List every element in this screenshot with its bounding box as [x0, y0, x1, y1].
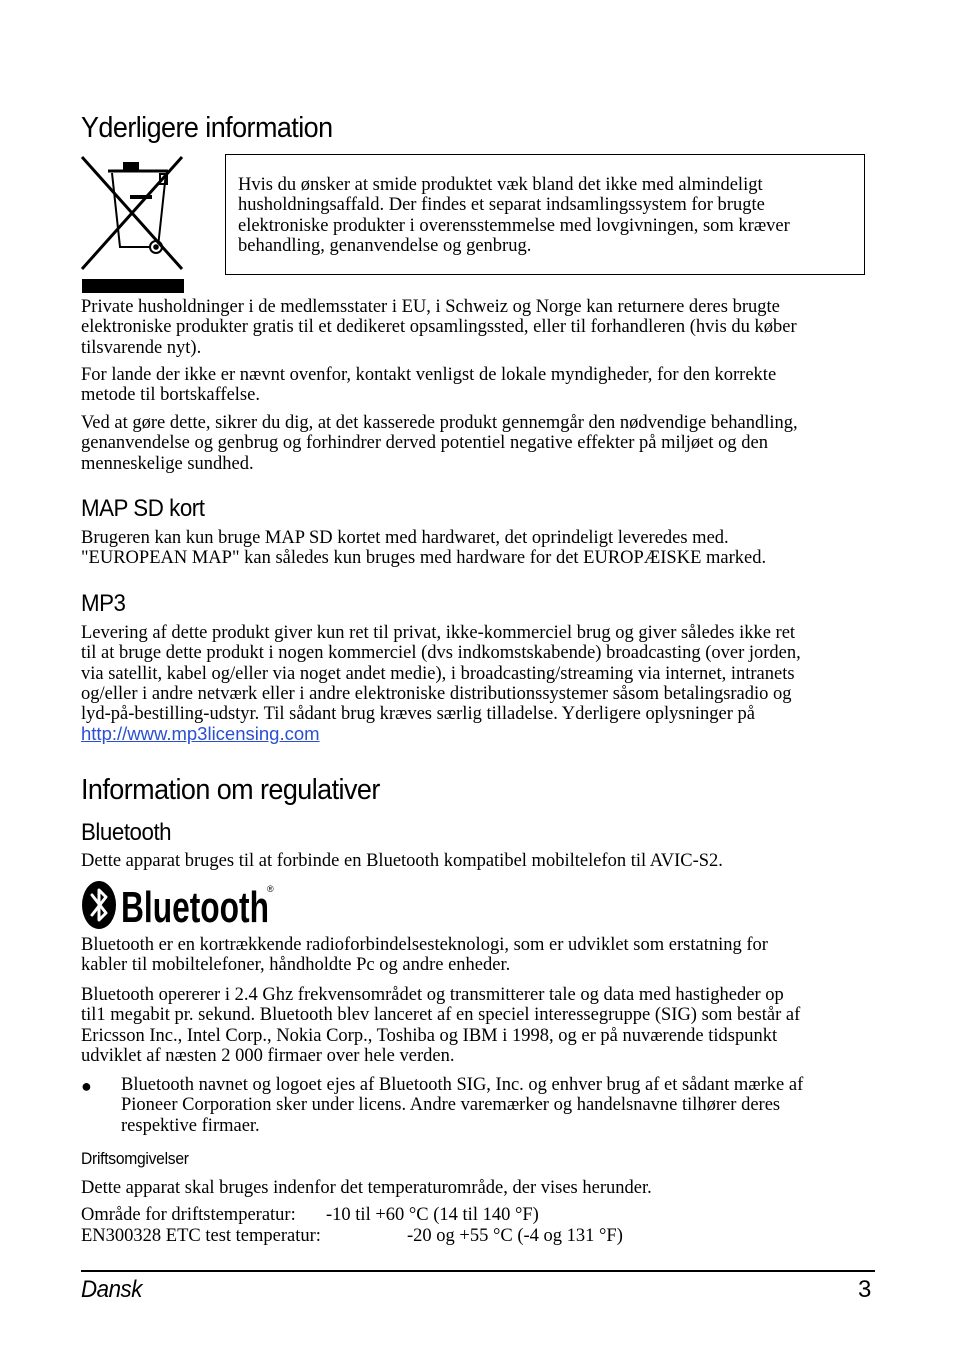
bullet-text	[121, 1075, 881, 1136]
text-line: Bluetooth opererer i 2.4 Ghz frekvensområdet og transmitterer tale og data med hastigheder op	[81, 985, 784, 1005]
section-title-additional-info: Yderligere information	[81, 112, 333, 144]
test-temperature-row	[81, 1226, 623, 1246]
bluetooth-operation-paragraph	[81, 985, 881, 1066]
text-line: Ericsson Inc., Intel Corp., Nokia Corp., Toshiba og IBM i 1998, og er på nuværende tidspunkt	[81, 1025, 778, 1046]
text-line: genanvendelse og genbrug og forhindrer derved potentiel negative effekter på miljøet og den	[81, 433, 768, 454]
mp3-heading: MP3	[81, 590, 126, 617]
text-line: udviklet af næsten 2 000 firmaer over hele verden.	[81, 1045, 455, 1066]
map-sd-paragraph	[81, 528, 881, 569]
text-line: kabler til mobiltelefoner, håndholdte Pc og andre enheder.	[81, 955, 511, 976]
weee-notice-text	[238, 175, 858, 256]
weee-line: husholdningsaffald. Der findes et separat indsamlingssystem for brugte	[238, 195, 765, 216]
weee-line: behandling, genanvendelse og genbrug.	[238, 235, 532, 256]
weee-line: elektroniske produkter i overensstemmelse med lovgivningen, som kræver	[238, 215, 790, 236]
weee-line: Hvis du ønsker at smide produktet væk bland det ikke med almindeligt	[238, 175, 763, 195]
text-line: via satellit, kabel og/eller via noget andet medie), i broadcasting/streaming via internet, intranets	[81, 663, 795, 684]
bluetooth-logo-wordmark: Bluetooth	[121, 883, 269, 930]
text-line: For lande der ikke er nævnt ovenfor, kontakt venligst de lokale myndigheder, for den korrekte	[81, 365, 777, 385]
weee-crossed-bin-icon	[80, 153, 184, 295]
text-line: Bluetooth er en kortrækkende radioforbindelsesteknologi, som er udviklet som erstatning for	[81, 935, 768, 955]
operating-environment-intro	[81, 1178, 881, 1198]
registered-mark: ®	[267, 884, 274, 894]
bluetooth-heading: Bluetooth	[81, 819, 172, 846]
operating-temperature-row	[81, 1205, 539, 1225]
mp3-paragraph	[81, 623, 881, 746]
page-number: 3	[858, 1276, 872, 1303]
bluetooth-description-paragraph	[81, 935, 881, 976]
text-line: respektive firmaer.	[121, 1115, 260, 1136]
temperature-label: EN300328 ETC test temperatur:	[81, 1226, 321, 1246]
temperature-label: Område for driftstemperatur:	[81, 1205, 296, 1225]
text-line: Levering af dette produkt giver kun ret til privat, ikke-kommerciel brug og giver således ikke ret	[81, 623, 796, 643]
text-line: Private husholdninger i de medlemsstater i EU, i Schweiz og Norge kan returnere deres brugte	[81, 297, 780, 317]
map-sd-heading: MAP SD kort	[81, 495, 205, 522]
text-line: til1 megabit pr. sekund. Bluetooth blev lanceret af en speciel interessegruppe (SIG) som består af	[81, 1005, 801, 1026]
text-line: til at bruge dette produkt i nogen kommerciel (dvs indkomstskabende) broadcasting (over jorden,	[81, 643, 801, 664]
footer-divider	[81, 1270, 875, 1272]
mp3-licensing-link[interactable]: http://www.mp3licensing.com	[81, 723, 320, 745]
text-line: og/eller i andre netværk eller i andre elektroniske distributionssystemer såsom betalingsradio og	[81, 683, 792, 704]
footer-language: Dansk	[81, 1276, 142, 1303]
text-line: lyd-på-bestilling-udstyr. Til sådant brug kræves særlig tilladelse. Yderligere oplysninger på	[81, 704, 755, 725]
text-line: elektroniske produkter gratis til et dedikeret opsamlingssted, eller til forhandleren (hvis du køber	[81, 317, 797, 338]
operating-environment-heading: Driftsomgivelser	[81, 1149, 189, 1168]
section-title-regulatory-info: Information om regulativer	[81, 774, 380, 806]
bullet-icon: ●	[81, 1076, 92, 1096]
bluetooth-logo	[81, 880, 277, 930]
text-line: Dette apparat bruges til at forbinde en Bluetooth kompatibel mobiltelefon til AVIC-S2.	[81, 851, 723, 871]
temperature-value: -10 til +60 °C (14 til 140 °F)	[326, 1205, 539, 1225]
text-line: Bluetooth navnet og logoet ejes af Bluetooth SIG, Inc. og enhver brug af et sådant mærke af	[121, 1075, 804, 1095]
bluetooth-intro	[81, 851, 881, 871]
temperature-value: -20 og +55 °C (-4 og 131 °F)	[407, 1226, 623, 1246]
disposal-effects-paragraph	[81, 413, 881, 474]
text-line: "EUROPEAN MAP" kan således kun bruges med hardware for det EUROPÆISKE marked.	[81, 548, 767, 569]
text-line: menneskelige sundhed.	[81, 453, 254, 474]
other-countries-paragraph	[81, 365, 881, 406]
text-line: Dette apparat skal bruges indenfor det temperaturområde, der vises herunder.	[81, 1178, 652, 1198]
text-line: metode til bortskaffelse.	[81, 385, 260, 406]
households-paragraph	[81, 297, 881, 358]
text-line: tilsvarende nyt).	[81, 337, 202, 358]
text-line: Pioneer Corporation sker under licens. Andre varemærker og handelsnavne tilhører deres	[121, 1095, 781, 1116]
weee-notice-box	[225, 154, 865, 275]
text-line: Brugeren kan kun bruge MAP SD kortet med hardwaret, det oprindeligt leveredes med.	[81, 528, 729, 548]
text-line: Ved at gøre dette, sikrer du dig, at det kasserede produkt gennemgår den nødvendige behandling,	[81, 413, 798, 433]
